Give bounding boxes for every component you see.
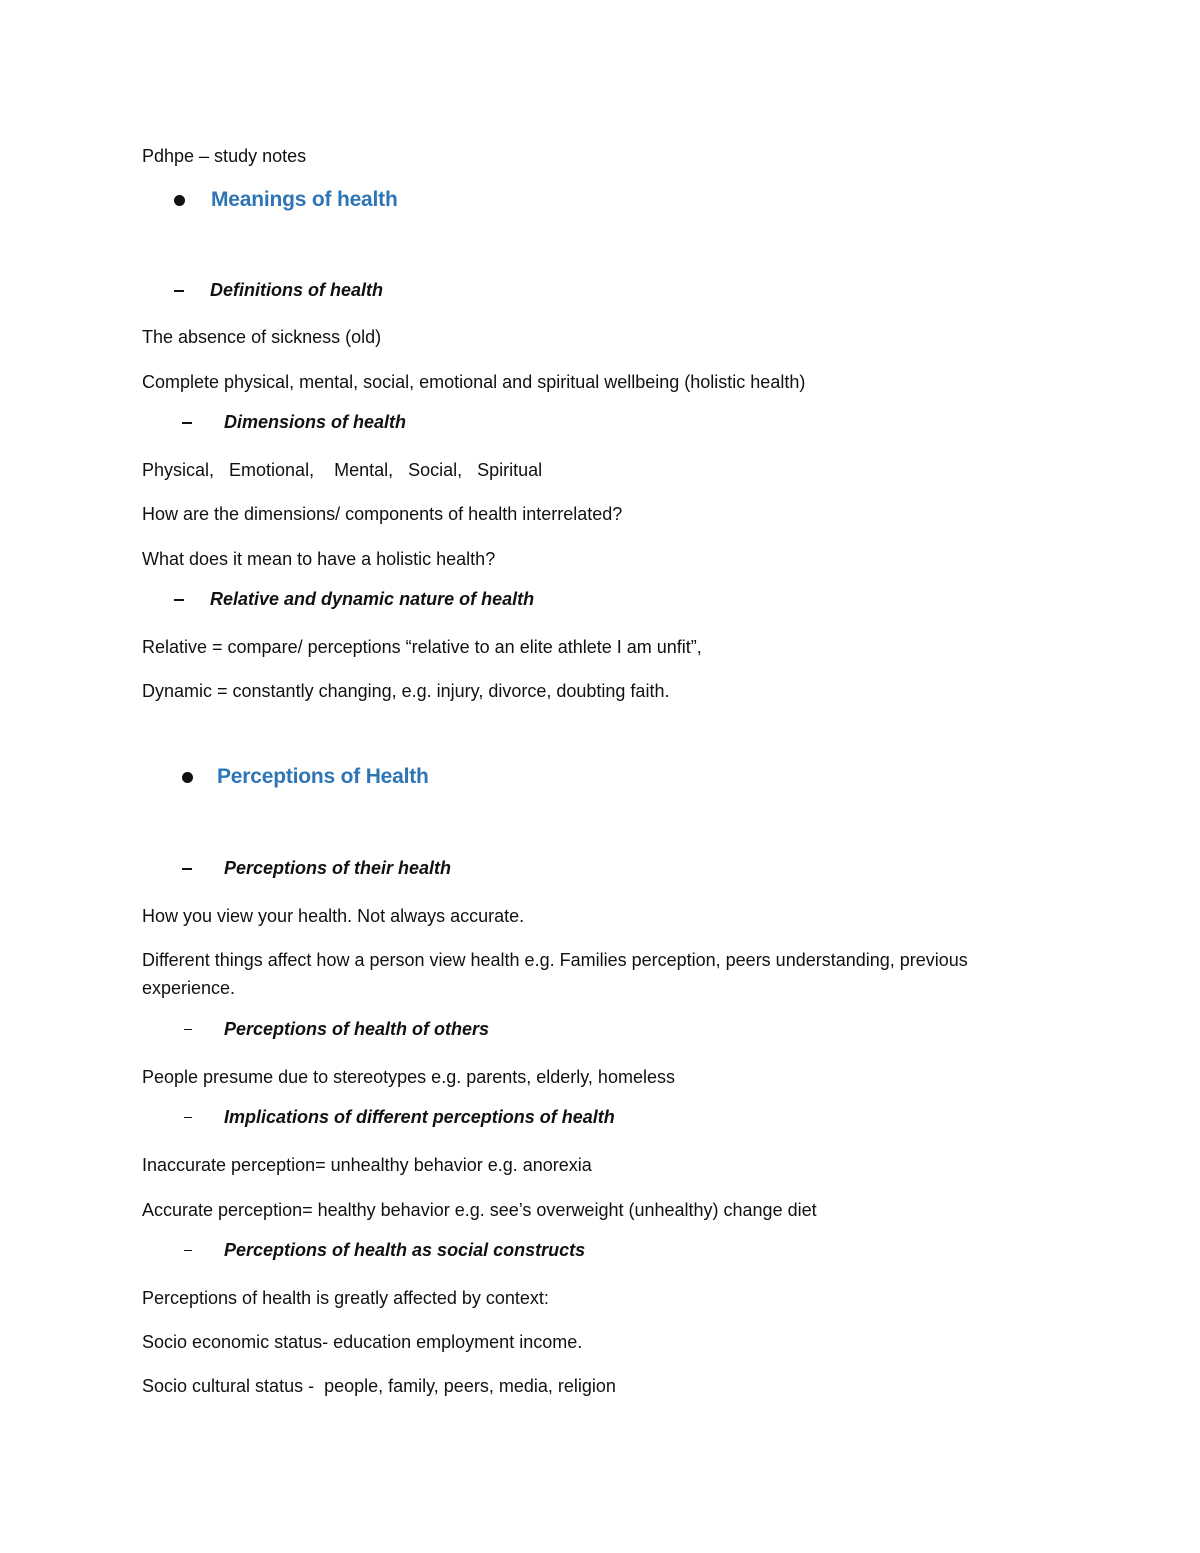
dash-icon [182,868,192,870]
bullet-icon [174,195,185,206]
body-line: The absence of sickness (old) [142,327,382,347]
dash-icon [182,422,192,424]
body-line: Socio cultural status - people, family, peers, media, religion [142,1376,616,1396]
section-heading-perceptions [182,765,429,789]
subheading-text: Relative and dynamic nature of health [210,589,535,609]
subheading-relative-dynamic [174,589,534,610]
subheading-text: Perceptions of their health [224,858,452,878]
subheading-text: Dimensions of health [224,412,407,432]
subheading-social-constructs [174,1240,585,1261]
body-line: People presume due to stereotypes e.g. parents, elderly, homeless [142,1067,675,1087]
dash-icon [184,1117,192,1119]
subheading-definitions [174,280,383,301]
body-line: Perceptions of health is greatly affected by context: [142,1288,549,1308]
bullet-icon [182,772,193,783]
section-title: Meanings of health [211,188,398,211]
body-paragraph: Different things affect how a person view health e.g. Families perception, peers understanding, previous experience. [142,950,968,998]
subheading-implications [174,1107,615,1128]
section-heading-meanings [174,188,398,212]
subheading-their-health [174,858,451,879]
subheading-text: Definitions of health [210,280,383,300]
subheading-dimensions [174,412,406,433]
body-line: Complete physical, mental, social, emotional and spiritual wellbeing (holistic health) [142,372,806,392]
body-line: How are the dimensions/ components of health interrelated? [142,504,623,524]
body-line: Dynamic = constantly changing, e.g. injury, divorce, doubting faith. [142,681,670,701]
subheading-others [174,1019,489,1040]
dash-icon [174,290,184,292]
dash-icon [184,1250,192,1252]
body-line: Accurate perception= healthy behavior e.g. see’s overweight (unhealthy) change diet [142,1200,817,1220]
subheading-text: Perceptions of health as social constructs [224,1240,586,1260]
subheading-text: Implications of different perceptions of health [224,1107,615,1127]
body-line: What does it mean to have a holistic health? [142,549,496,569]
section-title: Perceptions of Health [217,765,429,788]
body-line: Relative = compare/ perceptions “relative to an elite athlete I am unfit”, [142,637,702,657]
body-line: Physical, Emotional, Mental, Social, Spiritual [142,460,543,480]
document-title: Pdhpe – study notes [142,146,307,166]
body-line: Inaccurate perception= unhealthy behavior e.g. anorexia [142,1155,592,1175]
subheading-text: Perceptions of health of others [224,1019,490,1039]
body-line: Socio economic status- education employment income. [142,1332,583,1352]
dash-icon [184,1029,192,1031]
body-line: How you view your health. Not always accurate. [142,906,525,926]
dash-icon [174,599,184,601]
